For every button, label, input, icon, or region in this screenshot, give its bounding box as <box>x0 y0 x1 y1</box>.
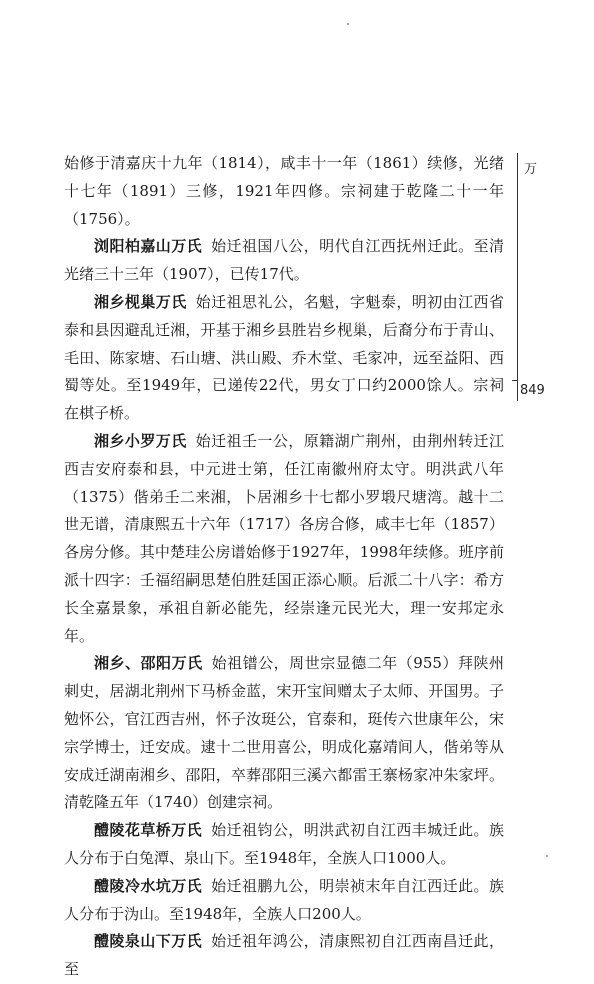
body-text <box>64 150 504 984</box>
clan-entry-text: 始祖镨公，周世宗显德二年（955）拜陕州刺史，居湖北荆州下马桥金蓝，宋开宝间赠太子太师、开国男。子勉怀公，官江西吉州，怀子汝珽公，官泰和，珽传六世康年公，宋宗学博士，迁安成。逮十二世用喜公，明成化嘉靖间人，偕弟等从安成迁湖南湘乡、邵阳，卒葬邵阳三溪六都雷王寨杨家冲朱家坪。清乾隆五年（1740）创建宗祠。 <box>64 654 504 812</box>
clan-entry-text: 始迁祖思礼公，名魁，字魁泰，明初由江西省泰和县因避乱迁湘，开基于湘乡县胜岩乡枧巢，后裔分布于青山、毛田、陈家塘、石山塘、洪山殿、乔木堂、毛家冲，远至益阳、西蜀等处。至1949年，已递传22代，男女丁口约2000馀人。宗祠在棋子桥。 <box>64 292 504 423</box>
continuation-paragraph: 始修于清嘉庆十九年（1814），咸丰十一年（1861）续修，光绪十七年（1891）三修，1921年四修。宗祠建于乾隆二十一年（1756）。 <box>64 154 504 228</box>
clan-entry-text: 始迁祖鹏九公，明崇祯末年自江西迁此。族人分布于沩山。至1948年，全族人口200人。 <box>64 876 504 923</box>
clan-entry <box>64 817 504 873</box>
clan-entry-title: 湘乡、邵阳万氏 <box>94 654 203 673</box>
margin-rule <box>517 153 518 401</box>
scan-speck <box>347 23 349 25</box>
clan-entry-text: 始迁祖壬一公，原籍湖广荆州，由荆州转迁江西吉安府泰和县，中元进士第，任江南徽州府太守。明洪武八年（1375）偕弟壬二来湘，卜居湘乡十七都小罗塅尺塘湾。越十二世无谱，清康熙五十六年（1717）各房合修，咸丰七年（1857）各房分修。其中楚珪公房谱始修于1927年，1998年续修。班序前派十四字：壬福绍嗣思楚伯胜廷国正添心顺。后派二十八字：希方长全嘉景象，承祖自新必能先，经崇逢元民光大，理一安邦定永年。 <box>64 431 504 645</box>
clan-entry <box>64 428 504 650</box>
clan-entry-title: 湘乡枧巢万氏 <box>94 292 187 311</box>
clan-entry-title: 醴陵冷水坑万氏 <box>94 876 203 895</box>
clan-entry <box>64 289 504 428</box>
page-number: 849 <box>520 383 545 398</box>
clan-entry-title: 浏阳柏嘉山万氏 <box>94 237 203 256</box>
clan-entry-title: 醴陵花草桥万氏 <box>94 821 203 840</box>
running-head: 万 <box>524 162 538 177</box>
clan-entry-text: 始迁祖年鸿公，清康熙初自江西南昌迁此，至 <box>64 932 504 979</box>
margin-rule-tick <box>512 380 518 381</box>
clan-entry <box>64 928 504 984</box>
clan-entry-title: 湘乡小罗万氏 <box>94 431 187 450</box>
clan-entry <box>64 650 504 817</box>
clan-entry <box>64 873 504 929</box>
clan-entry-title: 醴陵泉山下万氏 <box>94 932 203 951</box>
clan-entry-text: 始迁祖国八公，明代自江西抚州迁此。至清光绪三十三年（1907），已传17代。 <box>64 237 504 284</box>
clan-entry <box>64 233 504 289</box>
clan-entry-text: 始迁祖钧公，明洪武初自江西丰城迁此。族人分布于白兔潭、泉山下。至1948年，全族人口1000人。 <box>64 821 504 867</box>
scan-speck <box>546 855 548 857</box>
